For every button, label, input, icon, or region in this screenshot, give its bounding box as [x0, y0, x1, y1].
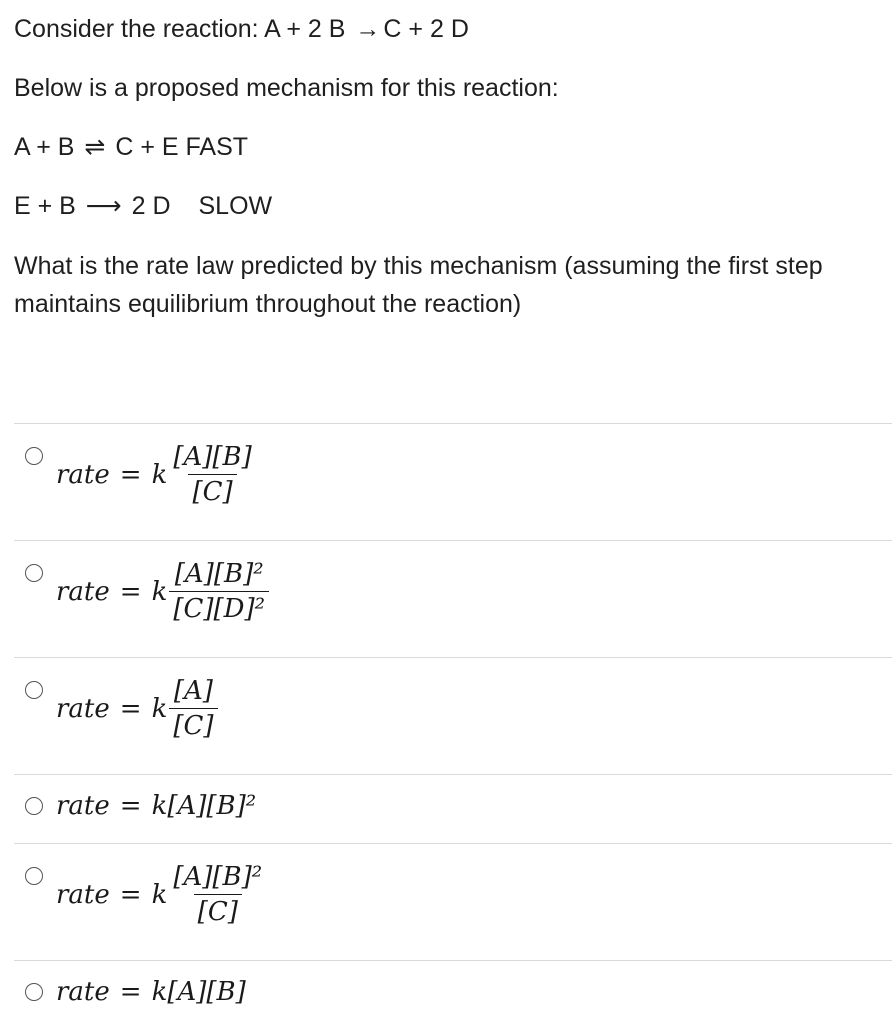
answer-option[interactable]: [14, 540, 892, 657]
equals-sign: =: [119, 791, 142, 821]
fraction: [169, 557, 269, 626]
denominator: [C]: [188, 474, 236, 509]
radio-button[interactable]: [25, 867, 43, 885]
rate-law-expression: [56, 557, 269, 626]
equals-sign: =: [119, 576, 142, 607]
fraction: [169, 860, 266, 929]
rate-law-expression: [56, 674, 218, 743]
rate-label: rate: [56, 576, 110, 607]
denominator: [C][D]²: [169, 591, 269, 626]
radio-button[interactable]: [25, 797, 43, 815]
radio-button[interactable]: [25, 447, 43, 465]
rate-expression: k[A][B]²: [151, 791, 257, 821]
answer-option[interactable]: [14, 843, 892, 960]
radio-button[interactable]: [25, 681, 43, 699]
fraction: [169, 674, 217, 743]
rate-law-expression: [56, 791, 256, 821]
rate-law-expression: [56, 860, 266, 929]
reaction-line: [14, 14, 469, 44]
rate-constant: k: [151, 879, 168, 910]
radio-button[interactable]: [25, 564, 43, 582]
equals-sign: =: [119, 459, 142, 490]
step1-speed: FAST: [185, 133, 249, 161]
answer-option[interactable]: [14, 657, 892, 774]
rate-label: rate: [56, 977, 110, 1007]
reaction-arrow-icon: →: [355, 15, 381, 43]
mechanism-intro: Below is a proposed mechanism for this reaction:: [14, 74, 559, 102]
rate-label: rate: [56, 459, 110, 490]
rate-constant: k: [151, 459, 168, 490]
denominator: [C]: [194, 894, 242, 929]
reaction-products: C + 2 D: [383, 15, 469, 43]
step2-speed: SLOW: [198, 192, 273, 220]
rate-constant: k: [151, 576, 168, 607]
mechanism-step-2: [14, 191, 272, 221]
step2-reactants: E + B: [14, 192, 76, 220]
numerator: [A][B]: [173, 442, 252, 472]
answer-option[interactable]: [14, 774, 892, 843]
rate-law-expression: [56, 440, 256, 509]
equilibrium-arrow-icon: ⇌: [84, 133, 106, 161]
rate-label: rate: [56, 879, 110, 910]
rate-expression: k[A][B]: [151, 977, 246, 1007]
question-prompt: What is the rate law predicted by this mechanism (assuming the first step maintains equilibrium throughout the reaction): [14, 252, 823, 318]
rate-label: rate: [56, 791, 110, 821]
step1-products: C + E: [115, 133, 179, 161]
radio-button[interactable]: [25, 983, 43, 1001]
step2-products: 2 D: [131, 192, 171, 220]
forward-arrow-icon: ⟶: [85, 192, 122, 220]
denominator: [C]: [169, 708, 217, 743]
mechanism-step-1: [14, 132, 248, 162]
answer-options: [14, 423, 892, 1029]
reaction-reactants: Consider the reaction: A + 2 B: [14, 15, 346, 43]
equals-sign: =: [119, 879, 142, 910]
numerator: [A][B]²: [173, 862, 263, 892]
equals-sign: =: [119, 693, 142, 724]
rate-constant: k: [151, 693, 168, 724]
fraction: [169, 440, 255, 509]
rate-law-expression: [56, 977, 246, 1007]
step1-reactants: A + B: [14, 133, 75, 161]
equals-sign: =: [119, 977, 142, 1007]
answer-option[interactable]: [14, 960, 892, 1029]
answer-option[interactable]: [14, 423, 892, 540]
numerator: [A][B]²: [174, 559, 264, 589]
numerator: [A]: [173, 676, 213, 706]
rate-label: rate: [56, 693, 110, 724]
